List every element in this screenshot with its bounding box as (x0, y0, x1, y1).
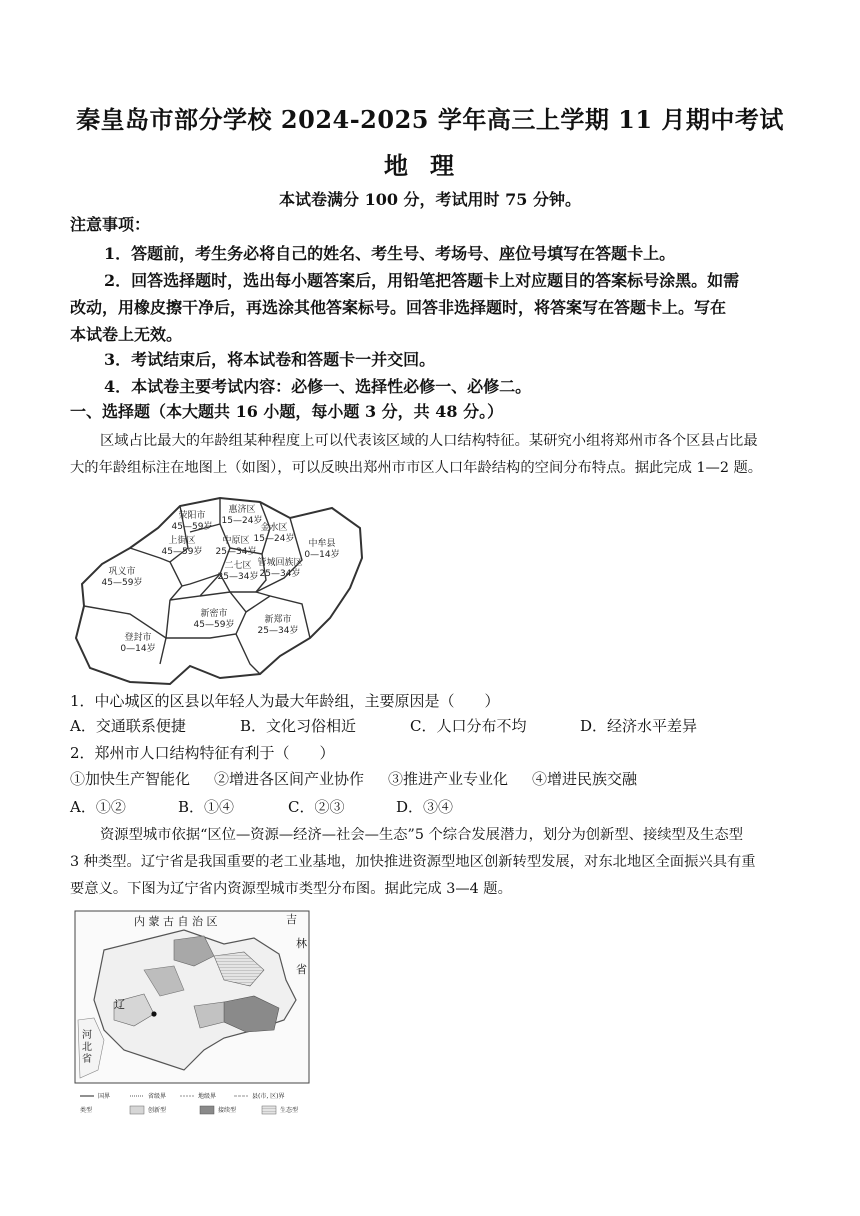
map1-label-xingyang: 荥阳市 (178, 511, 206, 521)
q2-option-a: A．①② (70, 798, 126, 816)
passage-2-line-1: 资源型城市依据“区位—资源—经济—社会—生态”5 个综合发展潜力，划分为创新型、接续型及生态型 (100, 827, 744, 843)
map2-jilin-3: 省 (296, 963, 307, 976)
q2-statement-4: ④增进民族交融 (532, 770, 638, 788)
legend-chuangxin: 创新型 (148, 1107, 167, 1114)
zhengzhou-age-map (70, 488, 370, 688)
map1-age-xinmi: 45—59岁 (193, 620, 235, 630)
map1-age-xingyang: 45—59岁 (171, 522, 213, 532)
q1-option-a: A．交通联系便捷 (70, 717, 186, 735)
map2-jilin-1: 吉 (286, 913, 297, 926)
map1-age-huiji: 15—24岁 (221, 516, 263, 526)
map1-label-guancheng: 管城回族区 (257, 558, 303, 568)
notice-item-1: 1．答题前，考生务必将自己的姓名、考生号、考场号、座位号填写在答题卡上。 (104, 244, 676, 263)
section-1-heading: 一、选择题（本大题共 16 小题，每小题 3 分，共 48 分。） (70, 402, 504, 421)
q2-statement-1: ①加快生产智能化 (70, 770, 191, 788)
passage-2-line-2: 3 种类型。辽宁省是我国重要的老工业基地，加快推进资源型地区创新转型发展，对东北地区全面振兴具有重 (70, 854, 756, 870)
notice-item-2-line-1: 2．回答选择题时，选出每小题答案后，用铅笔把答题卡上对应题目的答案标号涂黑。如需 (104, 271, 740, 290)
q1-stem: 1．中心城区的区县以年轻人为最大年龄组，主要原因是（ ） (70, 692, 500, 710)
map2-jilin-2: 林 (296, 937, 307, 950)
passage-2-line-3: 要意义。下图为辽宁省内资源型城市类型分布图。据此完成 3—4 题。 (70, 881, 512, 897)
legend-xianjie: 县(市, 区)界 (252, 1093, 285, 1100)
passage-1-line-2: 大的年龄组标注在地图上（如图），可以反映出郑州市市区人口年龄结构的空间分布特点。据此完成 1—2 题。 (70, 460, 763, 476)
notice-heading: 注意事项： (70, 215, 151, 234)
q1-option-c: C．人口分布不均 (410, 717, 527, 735)
map1-label-erqi: 二七区 (224, 561, 252, 571)
map1-age-guancheng: 25—34岁 (259, 569, 301, 579)
map1-label-xinzheng: 新郑市 (264, 615, 292, 625)
q2-option-b: B．①④ (178, 798, 235, 816)
exam-subject: 地理 (384, 151, 476, 180)
q2-option-d: D．③④ (396, 798, 454, 816)
legend-shengtai: 生态型 (280, 1107, 299, 1114)
legend-leixing: 类型 (80, 1107, 93, 1114)
notice-item-2-line-3: 本试卷上无效。 (70, 325, 183, 344)
legend-diji: 地级界 (198, 1093, 217, 1100)
exam-title: 秦皇岛市部分学校 2024-2025 学年高三上学期 11 月期中考试 (76, 105, 784, 134)
map2-liao: 辽 (114, 998, 125, 1011)
liaoning-resource-city-map (74, 910, 374, 1120)
map1-label-dengfeng: 登封市 (124, 633, 152, 643)
notice-item-3: 3．考试结束后，将本试卷和答题卡一并交回。 (104, 350, 436, 369)
notice-item-4: 4．本试卷主要考试内容：必修一、选择性必修一、必修二。 (104, 377, 532, 396)
map1-age-shangjie: 45—59岁 (161, 547, 203, 557)
legend-jiexu: 接续型 (218, 1107, 237, 1114)
map1-age-erqi: 25—34岁 (217, 572, 259, 582)
legend-guojie: 国界 (98, 1093, 111, 1100)
map1-label-zhongyuan: 中原区 (222, 536, 250, 546)
q2-statement-2: ②增进各区间产业协作 (214, 770, 365, 788)
q2-stem: 2．郑州市人口结构特征有利于（ ） (70, 744, 335, 762)
map1-label-jinshui: 金水区 (260, 523, 288, 533)
q2-statement-3: ③推进产业专业化 (388, 770, 509, 788)
map1-label-huiji: 惠济区 (228, 505, 256, 515)
map1-label-gongyi: 巩义市 (108, 567, 136, 577)
q1-option-b: B．文化习俗相近 (240, 717, 357, 735)
map1-label-zhongmou: 中牟县 (308, 539, 336, 549)
map1-age-xinzheng: 25—34岁 (257, 626, 299, 636)
notice-item-2-line-2: 改动，用橡皮擦干净后，再选涂其他答案标号。回答非选择题时，将答案写在答题卡上。写在 (70, 298, 727, 317)
q2-option-c: C．②③ (288, 798, 345, 816)
map1-age-zhongyuan: 25—34岁 (215, 547, 257, 557)
map2-hebei: 河北省 (82, 1030, 92, 1065)
legend-shengjie: 省级界 (148, 1093, 167, 1100)
outer-boundary (76, 498, 362, 684)
map1-age-dengfeng: 0—14岁 (120, 644, 156, 654)
q1-option-d: D．经济水平差异 (580, 717, 698, 735)
map1-age-zhongmou: 0—14岁 (304, 550, 340, 560)
map2-top-label: 内 蒙 古 自 治 区 (134, 915, 218, 928)
passage-1-line-1: 区域占比最大的年龄组某种程度上可以代表该区域的人口结构特征。某研究小组将郑州市各个区县占比最 (100, 433, 758, 449)
map1-age-jinshui: 15—24岁 (253, 534, 295, 544)
map1-age-gongyi: 45—59岁 (101, 578, 143, 588)
map1-label-xinmi: 新密市 (200, 609, 228, 619)
map2-city-dot (151, 1011, 156, 1016)
map1-label-shangjie: 上街区 (168, 536, 196, 546)
exam-info: 本试卷满分 100 分，考试用时 75 分钟。 (279, 190, 581, 209)
